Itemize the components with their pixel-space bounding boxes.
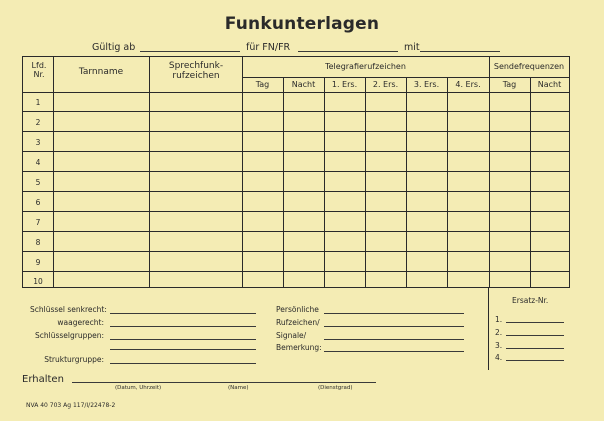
ersatz-field-3[interactable] — [506, 348, 564, 349]
fuer-fn-label: für FN/FR — [246, 42, 291, 53]
signale-field[interactable] — [324, 339, 464, 340]
gueltig-ab-field[interactable] — [140, 51, 240, 52]
strukturgruppe-label: Strukturgruppe: — [44, 355, 104, 364]
ersatz-title: Ersatz-Nr. — [512, 296, 549, 305]
col-tel-4-ers: 4. Ers. — [455, 80, 481, 89]
persoenliche-label: Persönliche — [276, 305, 319, 314]
signale-label: Signale/ — [276, 331, 307, 340]
col-sende-nacht: Nacht — [537, 80, 562, 89]
strukturgruppe-field[interactable] — [110, 363, 256, 364]
bemerkung-field[interactable] — [324, 351, 464, 352]
header-sprechfunk: Sprechfunk- rufzeichen — [168, 61, 224, 82]
ersatz-item-label: 4. — [495, 353, 503, 362]
col-tel-2-ers: 2. Ers. — [372, 80, 399, 89]
row-number: 4 — [35, 158, 41, 167]
col-tel-tag: Tag — [255, 80, 270, 89]
row-number: 3 — [35, 138, 41, 147]
row-number: 6 — [35, 198, 41, 207]
schluessel-senkrecht-field[interactable] — [110, 313, 256, 314]
persoenliche-field[interactable] — [324, 313, 464, 314]
waagerecht-field[interactable] — [110, 326, 256, 327]
col-tel-3-ers: 3. Ers. — [413, 80, 440, 89]
row-number: 10 — [33, 277, 43, 286]
col-tel-nacht: Nacht — [291, 80, 316, 89]
row-number: 9 — [35, 258, 41, 267]
ersatz-item-label: 2. — [495, 328, 503, 337]
col-sende-tag: Tag — [502, 80, 517, 89]
schluesselgruppen-label: Schlüsselgruppen: — [34, 331, 104, 340]
ersatz-field-2[interactable] — [506, 335, 564, 336]
erhalten-label: Erhalten — [22, 374, 64, 385]
name-caption: (Name) — [228, 385, 249, 391]
gueltig-ab-label: Gültig ab — [92, 42, 136, 53]
header-tarnname: Tarnname — [78, 67, 124, 77]
ersatz-field-1[interactable] — [506, 322, 564, 323]
header-lfd-nr: Lfd. Nr. — [31, 61, 47, 80]
mit-field[interactable] — [420, 51, 500, 52]
rufzeichen-label: Rufzeichen/ — [276, 318, 320, 327]
form-number: NVA 40 703 Ag 117/I/22478-2 — [26, 402, 116, 409]
row-number: 2 — [35, 118, 41, 127]
row-number: 7 — [35, 218, 41, 227]
waagerecht-label: waagerecht: — [57, 318, 104, 327]
mit-label: mit — [404, 42, 420, 53]
schluesselgruppen-field-2[interactable] — [110, 349, 256, 350]
row-number: 5 — [35, 178, 41, 187]
ersatz-divider — [488, 288, 489, 370]
ersatz-item-label: 1. — [495, 315, 503, 324]
erhalten-field[interactable] — [72, 382, 376, 383]
row-number: 1 — [35, 98, 41, 107]
header-telegrafie: Telegrafierufzeichen — [325, 62, 406, 71]
form-title: Funkunterlagen — [224, 14, 380, 34]
row-number: 8 — [35, 238, 41, 247]
col-tel-1-ers: 1. Ers. — [331, 80, 358, 89]
header-sendefrequenzen: Sendefrequenzen — [493, 62, 565, 71]
dienstgrad-caption: (Dienstgrad) — [318, 385, 353, 391]
datum-caption: (Datum, Uhrzeit) — [115, 385, 162, 391]
bemerkung-label: Bemerkung: — [276, 343, 322, 352]
fuer-fn-field[interactable] — [298, 51, 398, 52]
radio-data-table — [22, 56, 570, 288]
ersatz-field-4[interactable] — [506, 360, 564, 361]
ersatz-item-label: 3. — [495, 341, 503, 350]
schluesselgruppen-field-1[interactable] — [110, 339, 256, 340]
rufzeichen-field[interactable] — [324, 326, 464, 327]
schluessel-senkrecht-label: Schlüssel senkrecht: — [30, 305, 107, 314]
